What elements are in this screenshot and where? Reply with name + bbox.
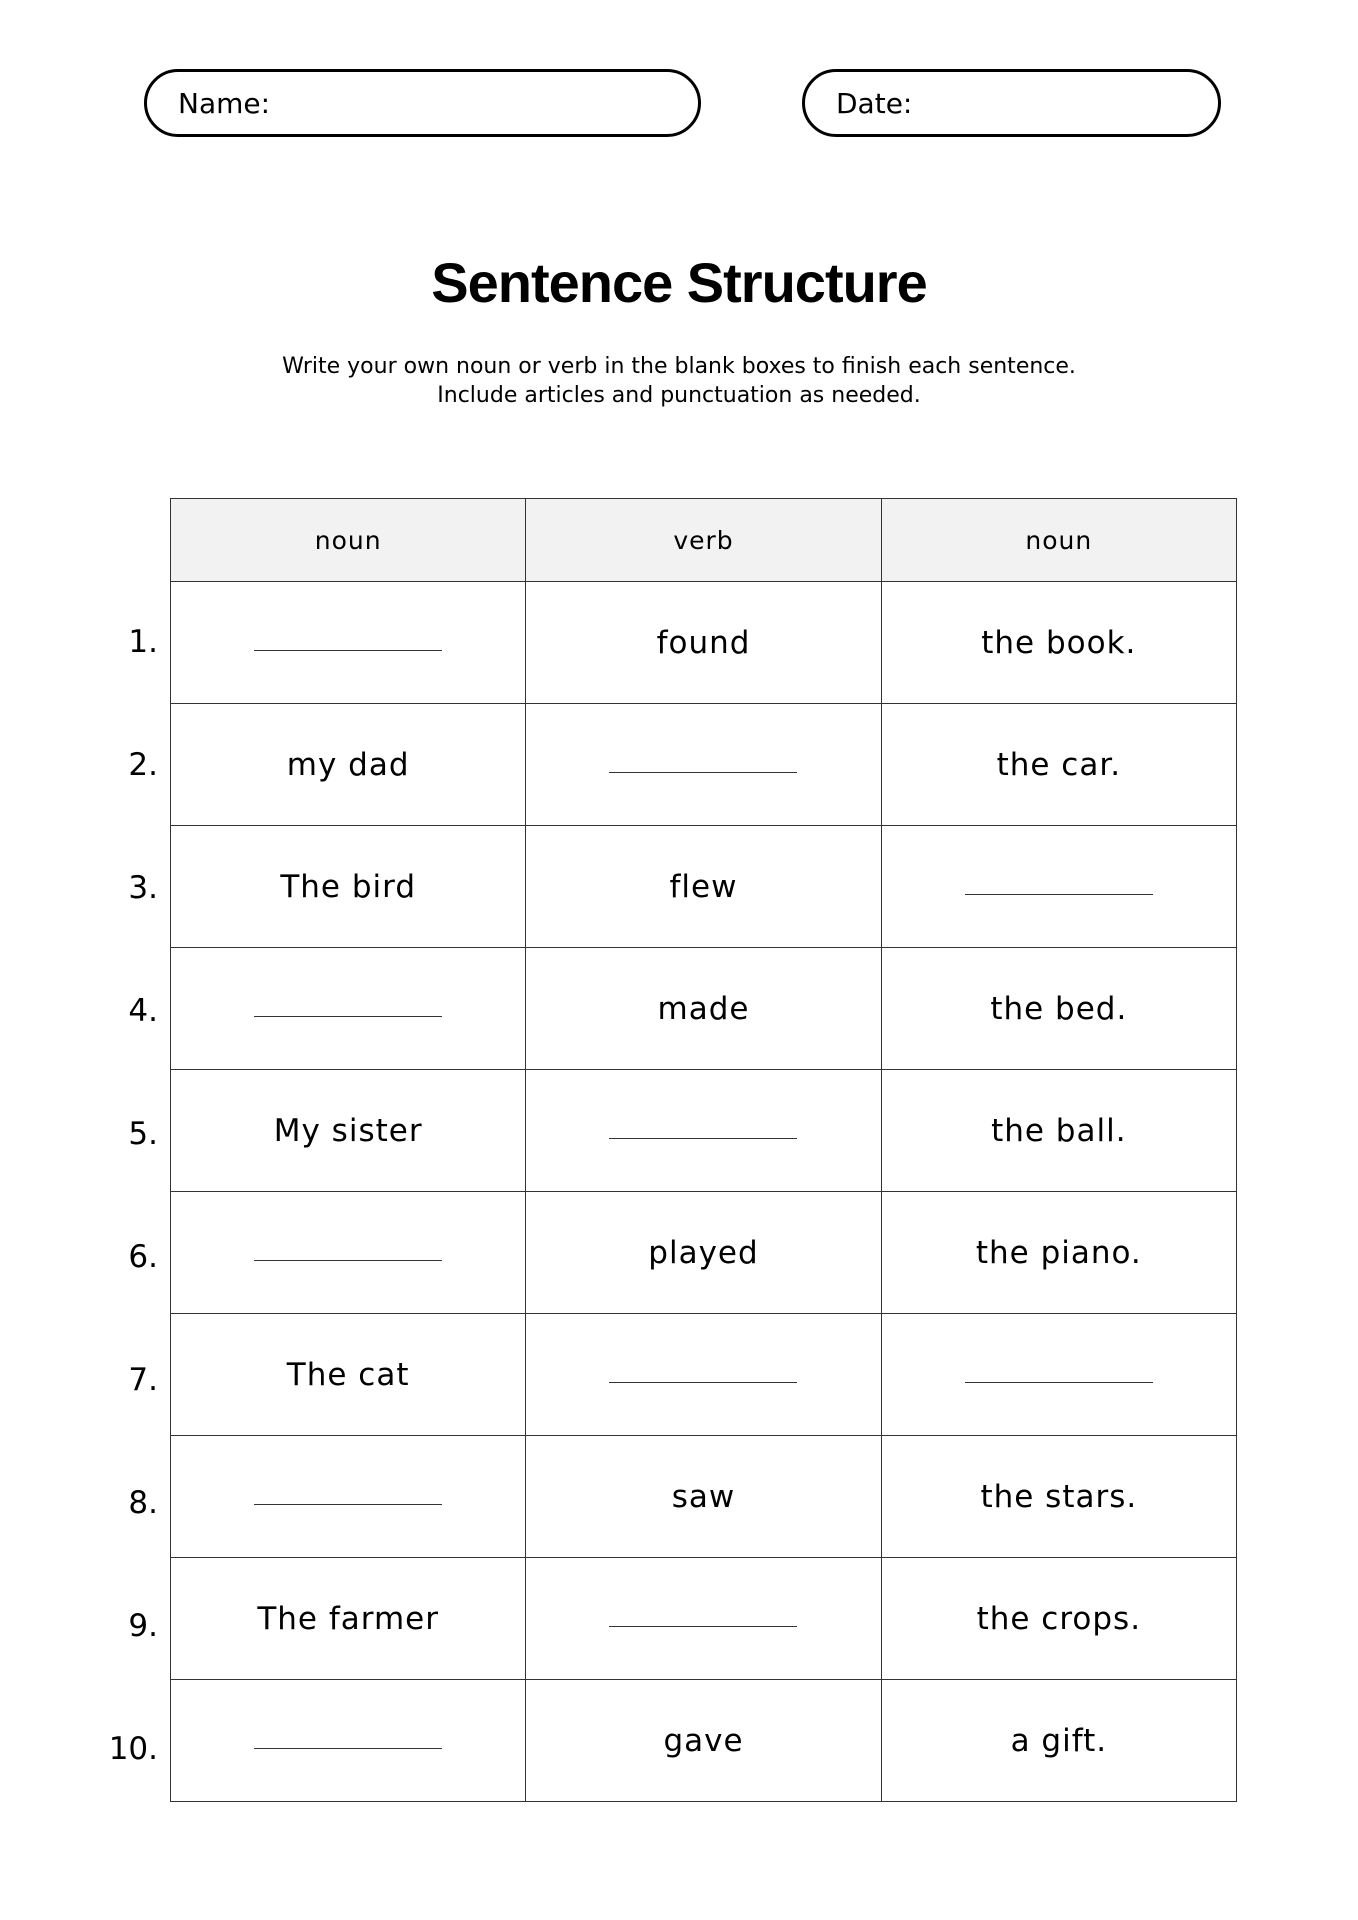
blank-verb-cell[interactable] <box>526 1314 881 1436</box>
noun-1-cell: my dad <box>171 704 526 826</box>
row-number: 1. <box>128 623 158 660</box>
blank-noun-1-cell[interactable] <box>171 948 526 1070</box>
blank-verb-cell[interactable] <box>526 1558 881 1680</box>
row-number: 8. <box>128 1484 158 1521</box>
row-numbers <box>0 580 158 1810</box>
verb-cell: gave <box>526 1680 881 1802</box>
row-number: 6. <box>128 1238 158 1275</box>
noun-2-cell: the book. <box>881 582 1236 704</box>
blank-verb-cell[interactable] <box>526 1070 881 1192</box>
noun-2-cell: the crops. <box>881 1558 1236 1680</box>
noun-1-cell: The farmer <box>171 1558 526 1680</box>
name-label: Name: <box>178 86 271 120</box>
verb-cell: found <box>526 582 881 704</box>
blank-noun-1-cell[interactable] <box>171 1192 526 1314</box>
answer-line[interactable] <box>609 771 797 773</box>
date-field[interactable] <box>802 69 1221 137</box>
date-label: Date: <box>836 86 913 120</box>
answer-line[interactable] <box>609 1625 797 1627</box>
answer-line[interactable] <box>254 1747 442 1749</box>
table-row <box>171 1436 1237 1558</box>
sentence-table <box>170 498 1237 1802</box>
noun-2-cell: the bed. <box>881 948 1236 1070</box>
verb-cell: saw <box>526 1436 881 1558</box>
blank-noun-2-cell[interactable] <box>881 826 1236 948</box>
noun-2-cell: a gift. <box>881 1680 1236 1802</box>
noun-2-cell: the stars. <box>881 1436 1236 1558</box>
row-number: 5. <box>128 1115 158 1152</box>
header-noun-1: noun <box>171 499 526 582</box>
table-row <box>171 582 1237 704</box>
noun-1-cell: The cat <box>171 1314 526 1436</box>
blank-noun-1-cell[interactable] <box>171 582 526 704</box>
noun-1-cell: The bird <box>171 826 526 948</box>
instructions-line-1: Write your own noun or verb in the blank boxes to finish each sentence. <box>282 354 1076 379</box>
instructions-line-2: Include articles and punctuation as needed. <box>437 383 921 408</box>
answer-line[interactable] <box>965 893 1153 895</box>
noun-2-cell: the ball. <box>881 1070 1236 1192</box>
answer-line[interactable] <box>965 1381 1153 1383</box>
answer-line[interactable] <box>254 1015 442 1017</box>
blank-noun-2-cell[interactable] <box>881 1314 1236 1436</box>
table-row <box>171 1314 1237 1436</box>
table-row <box>171 704 1237 826</box>
verb-cell: flew <box>526 826 881 948</box>
answer-line[interactable] <box>609 1137 797 1139</box>
verb-cell: made <box>526 948 881 1070</box>
header-noun-2: noun <box>881 499 1236 582</box>
noun-1-cell: My sister <box>171 1070 526 1192</box>
name-field[interactable] <box>144 69 701 137</box>
row-number: 3. <box>128 869 158 906</box>
header-verb: verb <box>526 499 881 582</box>
table-row <box>171 1192 1237 1314</box>
table-row <box>171 1070 1237 1192</box>
noun-2-cell: the piano. <box>881 1192 1236 1314</box>
table-row <box>171 948 1237 1070</box>
instructions <box>0 352 1358 410</box>
row-number: 7. <box>128 1361 158 1398</box>
answer-line[interactable] <box>254 1503 442 1505</box>
page-title: Sentence Structure <box>431 251 927 314</box>
blank-verb-cell[interactable] <box>526 704 881 826</box>
answer-line[interactable] <box>254 649 442 651</box>
answer-line[interactable] <box>254 1259 442 1261</box>
table-row <box>171 1558 1237 1680</box>
table-row <box>171 826 1237 948</box>
answer-line[interactable] <box>609 1381 797 1383</box>
row-number: 9. <box>128 1607 158 1644</box>
verb-cell: played <box>526 1192 881 1314</box>
row-number: 4. <box>128 992 158 1029</box>
blank-noun-1-cell[interactable] <box>171 1680 526 1802</box>
row-number: 10. <box>108 1730 158 1767</box>
table-row <box>171 1680 1237 1802</box>
noun-2-cell: the car. <box>881 704 1236 826</box>
blank-noun-1-cell[interactable] <box>171 1436 526 1558</box>
header-row <box>171 499 1237 582</box>
row-number: 2. <box>128 746 158 783</box>
